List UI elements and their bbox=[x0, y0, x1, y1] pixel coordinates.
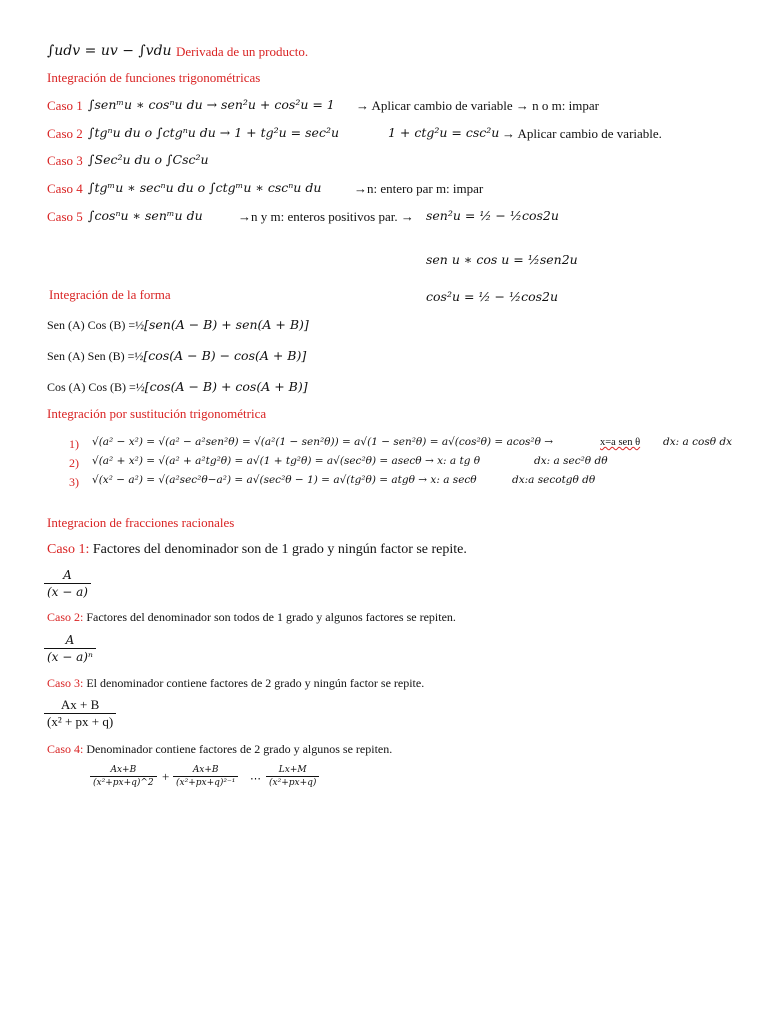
fraction-numerator: Ax + B bbox=[60, 697, 100, 712]
substitution-3-dx: dx:a secotgθ dθ bbox=[512, 474, 596, 486]
trig-case-1-formula: ∫senᵐu ∗ cosⁿu du → sen²u + cos²u = 1 bbox=[88, 97, 335, 112]
forma-row-1-right: [sen(A − B) + sen(A + B)] bbox=[144, 317, 309, 332]
substitution-1-number: 1) bbox=[69, 437, 79, 451]
half-fraction: ½ bbox=[135, 380, 145, 394]
forma-row-1 bbox=[47, 317, 309, 333]
substitution-2-dx: dx: a sec²θ dθ bbox=[534, 455, 608, 467]
ellipsis: ⋯ bbox=[250, 773, 261, 785]
trig-case-2-label: Caso 2 bbox=[47, 126, 83, 141]
forma-row-2-right: [cos(A − B) − cos(A + B)] bbox=[143, 348, 307, 363]
trig-case-5-note: →n y m: enteros positivos par. → bbox=[238, 209, 414, 224]
fraction-denominator: (x²+px+q) bbox=[266, 776, 319, 788]
half-fraction: ½ bbox=[134, 349, 144, 363]
substitution-3-expr: √(x² − a²) = √(a²sec²θ−a²) = a√(sec²θ − 1) = a√(tg²θ) = atgθ → x: a secθ bbox=[92, 474, 477, 486]
substitution-3-number: 3) bbox=[69, 475, 79, 489]
product-rule-formula: ∫udv = uv − ∫vdu bbox=[47, 43, 172, 59]
rational-case-3-label: Caso 3: bbox=[47, 676, 84, 690]
rational-case-1-fraction bbox=[44, 568, 91, 599]
trig-case-2-formula: ∫tgⁿu du o ∫ctgⁿu du → 1 + tg²u = sec²u bbox=[88, 125, 340, 140]
forma-row-2-left: Sen (A) Sen (B) = bbox=[47, 349, 135, 363]
trig-section-title: Integración de funciones trigonométricas bbox=[47, 70, 261, 85]
fraction-denominator: (x²+px+q)^2 bbox=[90, 776, 157, 788]
fraction-numerator: Ax+B bbox=[192, 765, 219, 775]
trig-case-2-note: → Aplicar cambio de variable. bbox=[502, 126, 662, 141]
product-rule-label: Derivada de un producto. bbox=[176, 44, 309, 59]
rational-case-3-fraction bbox=[44, 698, 116, 729]
trig-case-3-formula: ∫Sec²u du o ∫Csc²u bbox=[88, 152, 209, 167]
plus-sign: + bbox=[162, 769, 170, 784]
rational-case-3-text: El denominador contiene factores de 2 grado y ningún factor se repite. bbox=[86, 676, 425, 690]
trig-case-5-formula: ∫cosⁿu ∗ senᵐu du bbox=[88, 208, 203, 223]
trig-case-4-label: Caso 4 bbox=[47, 181, 83, 196]
rational-case-4-text: Denominador contiene factores de 2 grado y algunos se repiten. bbox=[86, 742, 393, 756]
rational-case-2-label: Caso 2: bbox=[47, 610, 84, 624]
substitution-1-sub: x=a sen θ bbox=[600, 437, 641, 448]
identity-cos2u: cos²u = ½ − ½cos2u bbox=[426, 289, 559, 304]
rational-case-1 bbox=[47, 542, 467, 558]
rational-case-4 bbox=[47, 741, 392, 757]
forma-row-3 bbox=[47, 379, 308, 395]
substitution-1-dx: dx: a cosθ dx bbox=[663, 436, 733, 448]
rational-case-4-fraction-1 bbox=[90, 765, 157, 788]
substitution-2-number: 2) bbox=[69, 456, 79, 470]
rational-case-4-fraction-2 bbox=[173, 765, 238, 788]
forma-row-1-left: Sen (A) Cos (B) = bbox=[47, 318, 136, 332]
rational-case-2 bbox=[47, 609, 456, 625]
rational-case-2-fraction bbox=[44, 633, 96, 664]
trig-case-2-formula-2: 1 + ctg²u = csc²u bbox=[388, 125, 500, 140]
rational-case-1-text: Factores del denominador son de 1 grado y ningún factor se repite. bbox=[92, 542, 467, 557]
trig-case-1-label: Caso 1 bbox=[47, 98, 83, 113]
identity-sen2u: sen²u = ½ − ½cos2u bbox=[426, 208, 559, 223]
rational-case-4-fraction-3 bbox=[266, 765, 319, 788]
rational-case-4-label: Caso 4: bbox=[47, 742, 84, 756]
rational-case-3 bbox=[47, 675, 424, 691]
half-fraction: ½ bbox=[135, 318, 145, 332]
fraction-numerator: A bbox=[63, 568, 72, 582]
substitution-1-expr: √(a² − x²) = √(a² − a²sen²θ) = √(a²(1 − sen²θ)) = a√(1 − sen²θ) = a√(cos²θ) = acos²θ → bbox=[92, 436, 554, 448]
fraction-denominator: (x²+px+q)²⁻¹ bbox=[173, 776, 238, 788]
trig-case-1-note: → Aplicar cambio de variable → n o m: impar bbox=[356, 98, 599, 113]
substitution-2-expr: √(a² + x²) = √(a² + a²tg²θ) = a√(1 + tg²θ) = a√(sec²θ) = asecθ → x: a tg θ bbox=[92, 455, 481, 467]
fraction-numerator: A bbox=[65, 633, 75, 647]
substitution-section-title: Integración por sustitución trigonométrica bbox=[47, 406, 267, 421]
trig-case-5-label: Caso 5 bbox=[47, 209, 83, 224]
forma-row-3-right: [cos(A − B) + cos(A + B)] bbox=[144, 379, 308, 394]
trig-case-4-formula: ∫tgᵐu ∗ secⁿu du o ∫ctgᵐu ∗ cscⁿu du bbox=[88, 180, 322, 195]
fraction-denominator: (x − a)ⁿ bbox=[44, 648, 96, 664]
trig-case-4-note: →n: entero par m: impar bbox=[354, 181, 484, 196]
fraction-numerator: Lx+M bbox=[278, 765, 307, 775]
identity-senu-cosu: sen u ∗ cos u = ½sen2u bbox=[426, 252, 578, 267]
forma-row-2 bbox=[47, 348, 306, 364]
fraction-numerator: Ax+B bbox=[110, 765, 137, 775]
trig-case-3-label: Caso 3 bbox=[47, 153, 83, 168]
fraction-denominator: (x² + px + q) bbox=[44, 713, 116, 729]
rational-section-title: Integracion de fracciones racionales bbox=[47, 515, 235, 530]
forma-section-title: Integración de la forma bbox=[49, 287, 171, 302]
rational-case-1-label: Caso 1: bbox=[47, 542, 90, 557]
fraction-denominator: (x − a) bbox=[44, 583, 91, 599]
forma-row-3-left: Cos (A) Cos (B) = bbox=[47, 380, 136, 394]
rational-case-2-text: Factores del denominador son todos de 1 grado y algunos factores se repiten. bbox=[86, 610, 456, 624]
